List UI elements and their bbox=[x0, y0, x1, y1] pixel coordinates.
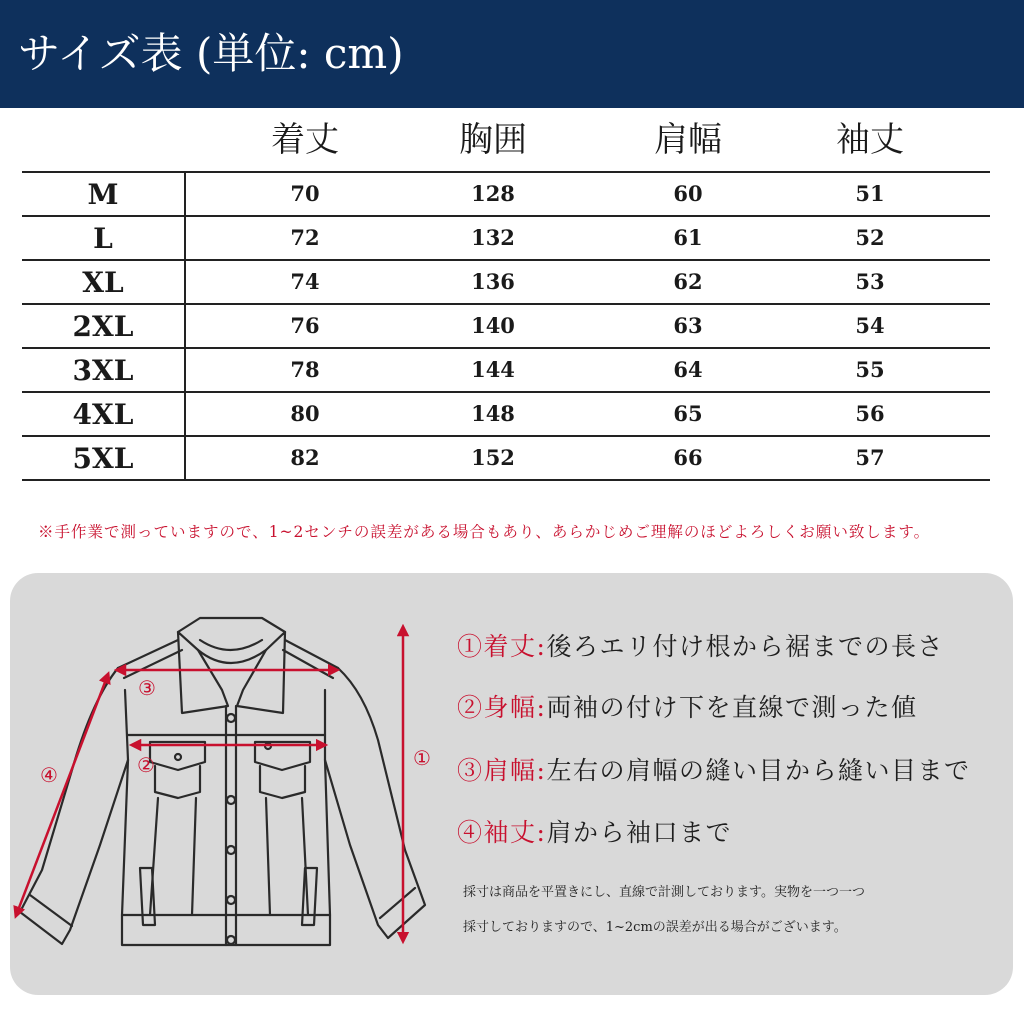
measurement-note: ※手作業で測っていますので、1~2センチの誤差がある場合もあり、あらかじめご理解のほどよろしくお願い致します。 bbox=[38, 523, 931, 541]
cell-sleeve: 55 bbox=[855, 357, 885, 382]
cell-sleeve: 56 bbox=[855, 401, 885, 426]
size-label: 3XL bbox=[22, 349, 186, 391]
jacket-illustration bbox=[0, 573, 450, 1003]
legend-chest-width bbox=[457, 690, 917, 726]
cell-chest: 148 bbox=[471, 401, 515, 426]
cell-shoulder: 63 bbox=[673, 313, 703, 338]
footnote-line-1: 採寸は商品を平置きにし、直線で計測しております。実物を一つ一つ bbox=[463, 885, 865, 900]
cell-length: 78 bbox=[290, 357, 320, 382]
cell-sleeve: 51 bbox=[855, 181, 885, 206]
table-row bbox=[22, 173, 990, 217]
cell-shoulder: 65 bbox=[673, 401, 703, 426]
cell-length: 76 bbox=[290, 313, 320, 338]
table-row bbox=[22, 217, 990, 261]
cell-chest: 144 bbox=[471, 357, 515, 382]
cell-shoulder: 64 bbox=[673, 357, 703, 382]
legend-desc: 左右の肩幅の縫い目から縫い目まで bbox=[546, 756, 971, 785]
jacket-outline bbox=[20, 618, 425, 945]
column-header-chest: 胸囲 bbox=[459, 120, 527, 160]
sleeve-length-arrow bbox=[17, 677, 107, 913]
legend-shoulder-width bbox=[457, 753, 970, 789]
legend-desc: 後ろエリ付け根から裾までの長さ bbox=[546, 632, 944, 661]
cell-shoulder: 61 bbox=[673, 225, 703, 250]
cell-chest: 140 bbox=[471, 313, 515, 338]
marker-1-label: ① bbox=[413, 746, 431, 770]
legend-key: ④袖丈: bbox=[457, 818, 547, 847]
size-table bbox=[22, 171, 990, 481]
cell-shoulder: 62 bbox=[673, 269, 703, 294]
cell-length: 80 bbox=[290, 401, 320, 426]
cell-length: 70 bbox=[290, 181, 320, 206]
size-label: 4XL bbox=[22, 393, 186, 435]
cell-sleeve: 54 bbox=[855, 313, 885, 338]
cell-length: 72 bbox=[290, 225, 320, 250]
cell-sleeve: 57 bbox=[855, 445, 885, 470]
header-banner bbox=[0, 0, 1024, 108]
legend-key: ②身幅: bbox=[457, 693, 547, 722]
table-row bbox=[22, 305, 990, 349]
marker-4-label: ④ bbox=[40, 763, 58, 787]
cell-chest: 128 bbox=[471, 181, 515, 206]
column-header-sleeve: 袖丈 bbox=[836, 120, 904, 160]
legend-desc: 肩から袖口まで bbox=[546, 818, 732, 847]
size-label: XL bbox=[22, 261, 186, 303]
cell-chest: 132 bbox=[471, 225, 515, 250]
size-label: 2XL bbox=[22, 305, 186, 347]
cell-chest: 152 bbox=[471, 445, 515, 470]
page-title: サイズ表 (単位: cm) bbox=[18, 29, 404, 78]
table-row bbox=[22, 349, 990, 393]
size-label: 5XL bbox=[22, 437, 186, 479]
marker-2-label: ② bbox=[137, 753, 155, 777]
cell-length: 74 bbox=[290, 269, 320, 294]
table-row bbox=[22, 437, 990, 481]
size-label: M bbox=[22, 173, 186, 215]
column-header-length: 着丈 bbox=[271, 120, 339, 160]
size-label: L bbox=[22, 217, 186, 259]
cell-length: 82 bbox=[290, 445, 320, 470]
cell-shoulder: 60 bbox=[673, 181, 703, 206]
footnote-line-2: 採寸しておりますので、1~2cmの誤差が出る場合がございます。 bbox=[463, 920, 847, 935]
cell-chest: 136 bbox=[471, 269, 515, 294]
table-row bbox=[22, 261, 990, 305]
cell-shoulder: 66 bbox=[673, 445, 703, 470]
legend-sleeve-length bbox=[457, 815, 732, 851]
cell-sleeve: 53 bbox=[855, 269, 885, 294]
legend-length bbox=[457, 629, 944, 665]
legend-key: ①着丈: bbox=[457, 632, 547, 661]
legend-desc: 両袖の付け下を直線で測った値 bbox=[546, 693, 918, 722]
column-header-shoulder: 肩幅 bbox=[654, 120, 722, 160]
legend-key: ③肩幅: bbox=[457, 756, 547, 785]
cell-sleeve: 52 bbox=[855, 225, 885, 250]
table-row bbox=[22, 393, 990, 437]
marker-3-label: ③ bbox=[138, 676, 156, 700]
